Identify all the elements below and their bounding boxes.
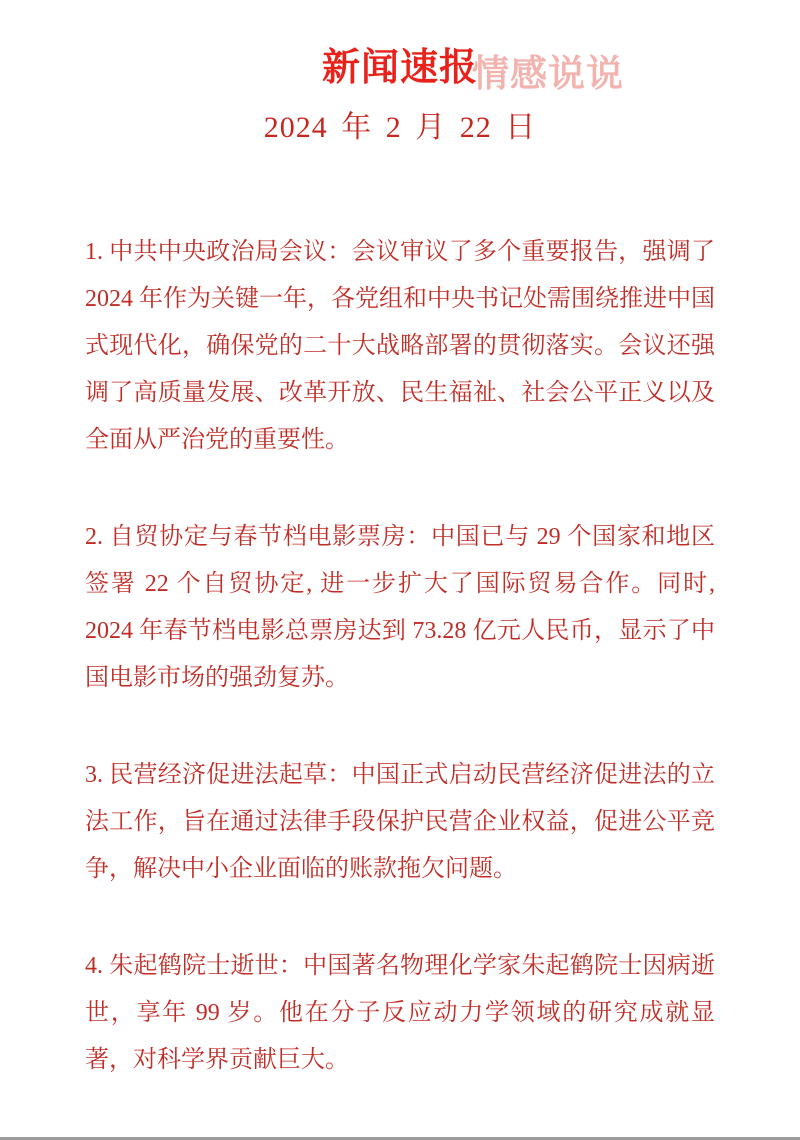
news-article bbox=[85, 229, 715, 1084]
news-item-2: 2. 自贸协定与春节档电影票房：中国已与 29 个国家和地区签署 22 个自贸协定, 进一步扩大了国际贸易合作。同时, 2024 年春节档电影总票房达到 73.28 亿元人民币，显示了中国电影市场的强劲复苏。 bbox=[85, 524, 715, 691]
watermark-text: 情感说说 bbox=[472, 53, 624, 94]
header bbox=[0, 0, 800, 149]
date-line: 2024 年 2 月 22 日 bbox=[263, 111, 537, 144]
news-item-4: 4. 朱起鹤院士逝世：中国著名物理化学家朱起鹤院士因病逝世，享年 99 岁。他在分子反应动力学领域的研究成就显著，对科学界贡献巨大。 bbox=[85, 953, 715, 1073]
page-title bbox=[0, 40, 800, 97]
title-text: 新闻速报 bbox=[321, 47, 478, 89]
news-item-1: 1. 中共中央政治局会议：会议审议了多个重要报告，强调了 2024 年作为关键一年，各党组和中央书记处需围绕推进中国式现代化，确保党的二十大战略部署的贯彻落实。会议还强调了高质量发展、改革开放、民生福祉、社会公平正义以及全面从严治党的重要性。 bbox=[85, 239, 715, 453]
news-item-3: 3. 民营经济促进法起草：中国正式启动民营经济促进法的立法工作，旨在通过法律手段保护民营企业权益，促进公平竞争，解决中小企业面临的账款拖欠问题。 bbox=[85, 762, 715, 882]
